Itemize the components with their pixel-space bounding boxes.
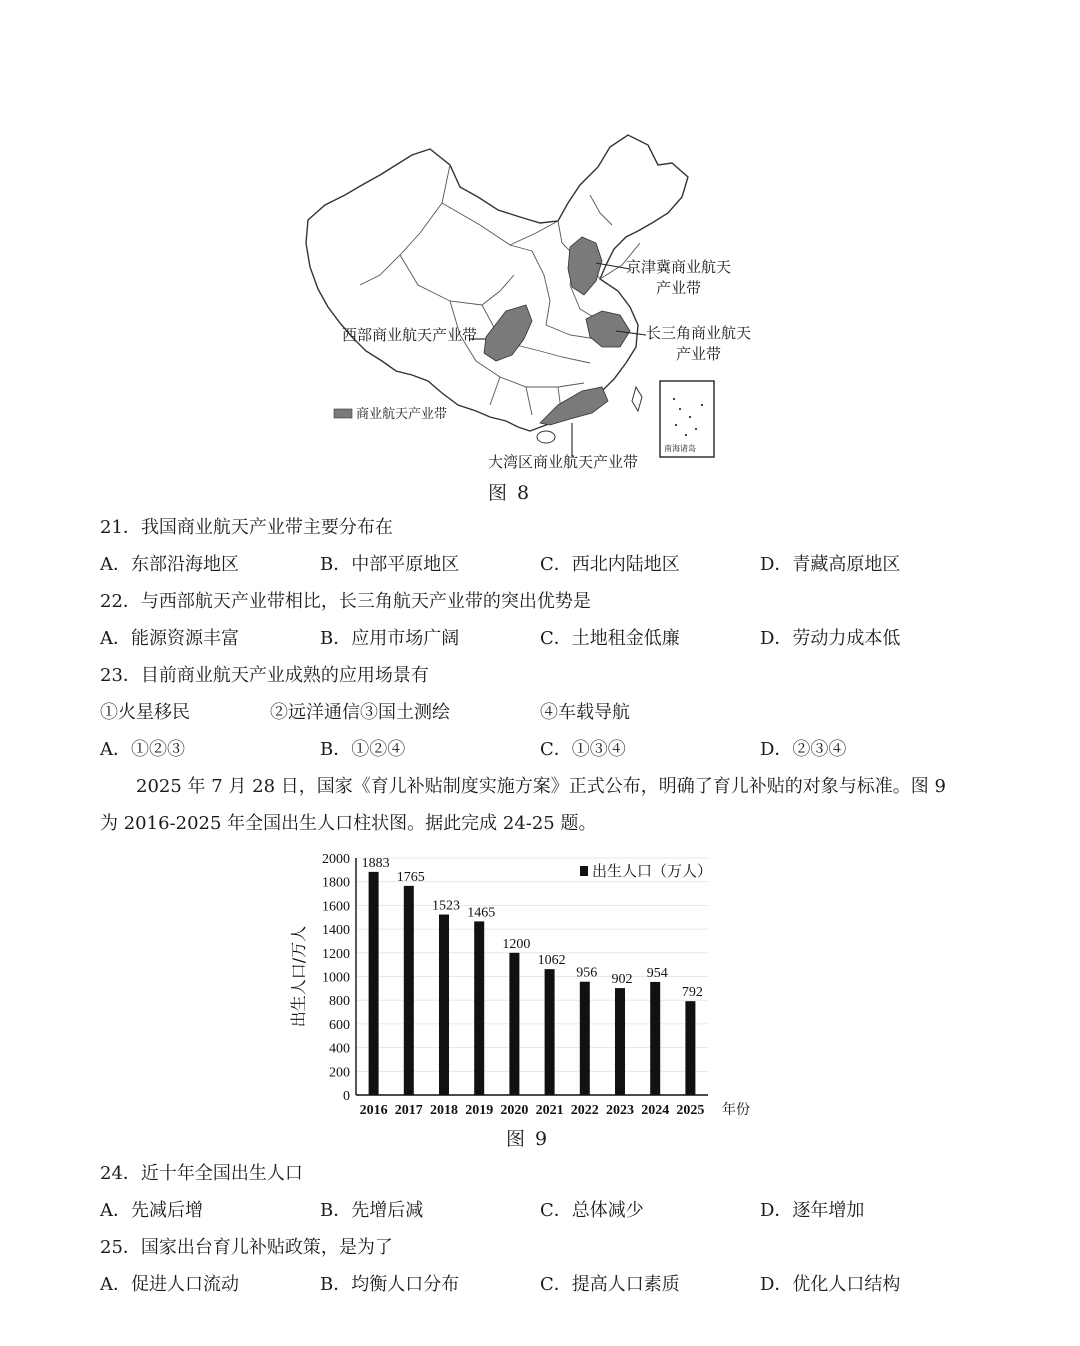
legend-label: 出生人口（万人） bbox=[592, 862, 713, 880]
taiwan-island bbox=[632, 387, 642, 411]
q24-option-a: A．先减后增 bbox=[100, 1200, 203, 1221]
passage-line-2: 为 2016-2025 年全国出生人口柱状图。据此完成 24-25 题。 bbox=[100, 813, 597, 834]
question-22-stem: 22．与西部航天产业带相比，长三角航天产业带的突出优势是 bbox=[100, 591, 591, 612]
bar bbox=[615, 988, 625, 1095]
bar-value-label: 1523 bbox=[432, 898, 460, 914]
bar bbox=[474, 921, 484, 1095]
bar bbox=[509, 953, 519, 1095]
x-tick-label: 2020 bbox=[500, 1103, 529, 1118]
y-tick-label: 2000 bbox=[322, 852, 350, 867]
figure-9-caption: 图 9 bbox=[506, 1128, 550, 1150]
figure-8-map bbox=[300, 125, 770, 475]
x-tick-label: 2021 bbox=[535, 1103, 564, 1118]
figure-8-caption: 图 8 bbox=[488, 482, 532, 504]
question-21-stem: 21．我国商业航天产业带主要分布在 bbox=[100, 517, 393, 538]
x-tick-label: 2017 bbox=[394, 1103, 423, 1118]
y-tick-label: 1600 bbox=[322, 899, 350, 915]
province-borders bbox=[360, 165, 640, 417]
y-tick-label: 1400 bbox=[322, 923, 350, 939]
q23-item-1: ①火星移民 bbox=[100, 702, 190, 723]
jingjinji-belt bbox=[568, 237, 602, 295]
bar-value-label: 902 bbox=[611, 972, 633, 988]
label-western: 西部商业航天产业带 bbox=[342, 326, 478, 344]
changsanjiao-belt bbox=[586, 311, 630, 347]
q23-item-4: ④车载导航 bbox=[540, 702, 630, 723]
q23-option-d: D．②③④ bbox=[760, 739, 847, 760]
q24-option-c: C．总体减少 bbox=[540, 1200, 644, 1221]
x-tick-label: 2022 bbox=[570, 1103, 599, 1118]
q22-option-b: B．应用市场广阔 bbox=[320, 628, 460, 649]
bar bbox=[650, 982, 660, 1095]
q23-option-b: B．①②④ bbox=[320, 739, 406, 760]
q22-option-a: A．能源资源丰富 bbox=[100, 628, 239, 649]
passage bbox=[100, 768, 980, 842]
q25-option-a: A．促进人口流动 bbox=[100, 1274, 239, 1295]
bar-value-label: 956 bbox=[576, 965, 598, 981]
q24-option-b: B．先增后减 bbox=[320, 1200, 424, 1221]
y-tick-label: 0 bbox=[343, 1089, 350, 1104]
label-changsanjiao-line2: 产业带 bbox=[676, 345, 722, 363]
passage-line-1: 2025 年 7 月 28 日，国家《育儿补贴制度实施方案》正式公布，明确了育儿补贴的对象与标准。图 9 bbox=[136, 776, 946, 797]
y-tick-label: 1200 bbox=[322, 946, 350, 962]
q24-option-d: D．逐年增加 bbox=[760, 1200, 865, 1221]
label-jingjinji-line1: 京津冀商业航天 bbox=[626, 258, 732, 276]
bar-value-label: 1465 bbox=[467, 905, 496, 921]
x-tick-label: 2024 bbox=[641, 1103, 670, 1118]
bar bbox=[580, 982, 590, 1095]
x-tick-label: 2025 bbox=[676, 1103, 705, 1118]
legend-swatch bbox=[580, 866, 588, 876]
x-tick-label: 2019 bbox=[465, 1103, 494, 1118]
question-25-stem: 25．国家出台育儿补贴政策，是为了 bbox=[100, 1237, 393, 1258]
bar-value-label: 1062 bbox=[537, 953, 566, 969]
inset-label: 南海诸岛 bbox=[664, 444, 696, 453]
y-tick-label: 400 bbox=[329, 1041, 350, 1057]
label-jingjinji bbox=[626, 257, 731, 299]
q23-option-c: C．①③④ bbox=[540, 739, 626, 760]
y-tick-label: 1800 bbox=[322, 875, 350, 891]
bar-value-label: 792 bbox=[681, 985, 703, 1001]
bar-value-label: 1883 bbox=[361, 855, 390, 871]
bar bbox=[404, 886, 414, 1095]
western-belt bbox=[484, 305, 532, 361]
y-tick-label: 1000 bbox=[322, 970, 350, 986]
x-tick-label: 2016 bbox=[359, 1103, 388, 1118]
legend-layer bbox=[580, 862, 712, 880]
bar bbox=[439, 915, 449, 1095]
axis-layer bbox=[289, 852, 708, 1104]
label-jingjinji-line2: 产业带 bbox=[656, 279, 702, 297]
figure-9-chart bbox=[280, 840, 760, 1130]
label-changsanjiao-line1: 长三角商业航天 bbox=[646, 324, 752, 342]
label-greater-bay: 大湾区商业航天产业带 bbox=[488, 453, 639, 471]
legend-swatch bbox=[334, 409, 352, 418]
q25-option-d: D．优化人口结构 bbox=[760, 1274, 901, 1295]
y-tick-label: 800 bbox=[329, 994, 350, 1010]
hainan-island bbox=[537, 431, 555, 443]
y-axis-label: 出生人口/万人 bbox=[289, 925, 308, 1028]
bar bbox=[685, 1001, 695, 1095]
bar-value-label: 1200 bbox=[502, 936, 531, 952]
bar-value-label: 1765 bbox=[396, 869, 425, 885]
bar bbox=[369, 872, 379, 1095]
q22-option-d: D．劳动力成本低 bbox=[760, 628, 901, 649]
q22-option-c: C．土地租金低廉 bbox=[540, 628, 680, 649]
x-tick-label: 2018 bbox=[430, 1103, 458, 1118]
q23-option-a: A．①②③ bbox=[100, 739, 185, 760]
bar-value-label: 954 bbox=[646, 965, 668, 981]
q21-option-b: B．中部平原地区 bbox=[320, 554, 460, 575]
y-tick-label: 200 bbox=[329, 1065, 350, 1081]
y-tick-label: 600 bbox=[329, 1017, 350, 1033]
q25-option-b: B．均衡人口分布 bbox=[320, 1274, 460, 1295]
q21-option-d: D．青藏高原地区 bbox=[760, 554, 901, 575]
q21-option-c: C．西北内陆地区 bbox=[540, 554, 680, 575]
label-changsanjiao bbox=[646, 323, 751, 365]
x-tick-label: 2023 bbox=[606, 1103, 634, 1118]
birth-population-bar-chart bbox=[280, 840, 760, 1130]
legend-label: 商业航天产业带 bbox=[356, 407, 448, 422]
q25-option-c: C．提高人口素质 bbox=[540, 1274, 680, 1295]
question-23-stem: 23．目前商业航天产业成熟的应用场景有 bbox=[100, 665, 429, 686]
bar bbox=[545, 969, 555, 1095]
q21-option-a: A．东部沿海地区 bbox=[100, 554, 239, 575]
x-axis-label: 年份 bbox=[722, 1102, 750, 1118]
greater-bay-belt bbox=[540, 387, 608, 425]
q23-item-2-3: ②远洋通信③国土测绘 bbox=[270, 702, 450, 723]
question-24-stem: 24．近十年全国出生人口 bbox=[100, 1163, 303, 1184]
